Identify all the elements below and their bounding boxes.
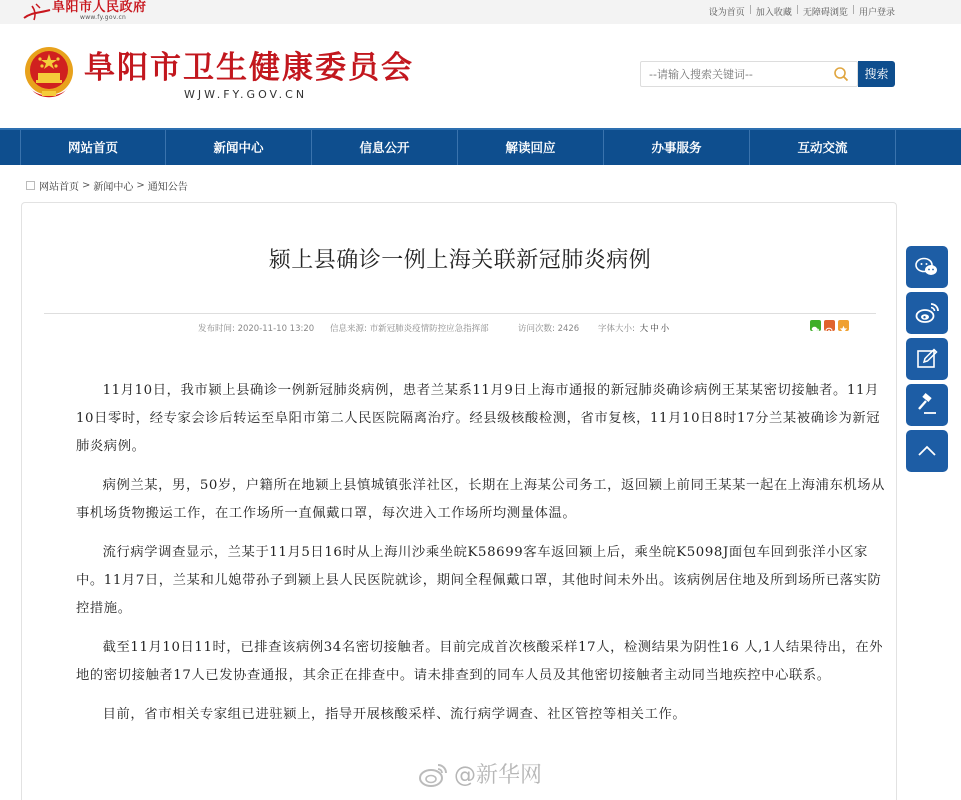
float-message-button[interactable]: [906, 338, 948, 380]
search-input[interactable]: [641, 62, 826, 86]
float-weibo-button[interactable]: [906, 292, 948, 334]
article-paragraph: 流行病学调查显示，兰某于11月5日16时从上海川沙乘坐皖K58699客车返回颍上后，乘坐皖K5098J面包车回到张洋小区家中。11月7日，兰某和儿媳带孙子到颍上县人民医院就诊，期间全程佩戴口罩，其他时间未外出。该病例居住地及所到场所已落实防控措施。: [76, 545, 882, 616]
search-button[interactable]: 搜索: [858, 61, 895, 87]
set-homepage-link[interactable]: 设为首页: [708, 8, 745, 18]
main-nav: [0, 128, 961, 165]
nav-item-info-disclosure[interactable]: 信息公开: [312, 130, 458, 165]
gov-swirl-logo-icon: [22, 0, 52, 22]
gavel-icon: [915, 393, 939, 417]
share-buttons: [810, 320, 849, 331]
location-icon: [26, 181, 35, 190]
accessibility-link[interactable]: 无障碍浏览: [802, 8, 848, 18]
xinhua-watermark: [416, 758, 542, 789]
separator: |: [851, 5, 855, 15]
article-paragraph: 病例兰某，男，50岁，户籍所在地颍上县慎城镇张洋社区，长期在上海某公司务工，返回颍上前同王某某一起在上海浦东机场从事机场货物搬运工作，在工作场所一直佩戴口罩，每次进入工作场所均测量体温。: [76, 478, 886, 521]
font-size-label: 字体大小:: [598, 324, 635, 334]
font-size-control: [598, 322, 671, 334]
publish-time-value: 2020-11-10 13:20: [237, 324, 315, 334]
article-paragraph: 11月10日，我市颍上县确诊一例新冠肺炎病例，患者兰某系11月9日上海市通报的新冠肺炎确诊病例王某某密切接触者。11月10日零时，经专家会诊后转运至阜阳市第二人民医院隔离治疗。经县级核酸检测，省市复核，11月10日8时17分兰某被确诊为新冠肺炎病例。: [76, 383, 881, 454]
chevron-up-icon: [916, 440, 938, 462]
article-paragraph: 目前，省市相关专家组已进驻颍上，指导开展核酸采样、流行病学调查、社区管控等相关工作。: [102, 707, 687, 722]
search-icon[interactable]: [833, 66, 849, 82]
gov-portal-url: www.fy.gov.cn: [80, 14, 127, 21]
top-links: [709, 5, 895, 18]
share-weibo-icon[interactable]: [824, 320, 835, 331]
floating-toolbar: [906, 246, 948, 476]
float-wechat-button[interactable]: [906, 246, 948, 288]
info-source: [330, 322, 489, 334]
gov-portal-name: 阜阳市人民政府: [52, 0, 147, 15]
gov-portal-logo[interactable]: [22, 0, 147, 24]
weibo-watermark-icon: [416, 759, 450, 789]
nav-item-interpretation[interactable]: 解读回应: [458, 130, 604, 165]
breadcrumb-notices[interactable]: 通知公告: [147, 182, 188, 193]
nav-item-home[interactable]: 网站首页: [20, 130, 166, 165]
breadcrumb-separator: >: [82, 180, 91, 191]
separator: |: [795, 5, 799, 15]
top-bar: [0, 0, 961, 24]
publish-time-label: 发布时间:: [198, 324, 235, 334]
breadcrumb-news-center[interactable]: 新闻中心: [93, 182, 134, 193]
weibo-icon: [914, 301, 940, 325]
visit-count-value: 2426: [557, 324, 580, 334]
breadcrumb-separator: >: [136, 180, 145, 191]
search-field: [640, 61, 858, 87]
publish-time: [198, 322, 314, 334]
info-source-label: 信息来源:: [330, 324, 367, 334]
site-header: [0, 24, 961, 128]
edit-icon: [915, 347, 939, 371]
article-panel: [21, 202, 897, 800]
breadcrumb-home[interactable]: 网站首页: [39, 182, 79, 193]
breadcrumb: [26, 178, 188, 193]
share-favorite-icon[interactable]: [838, 320, 849, 331]
watermark-text: @新华网: [454, 763, 543, 788]
font-size-medium[interactable]: 中: [650, 324, 659, 334]
nav-item-interaction[interactable]: 互动交流: [750, 130, 896, 165]
site-title: 阜阳市卫生健康委员会: [84, 50, 414, 86]
wechat-icon: [914, 255, 940, 279]
title-divider: [44, 313, 876, 314]
font-size-large[interactable]: 大: [639, 324, 649, 334]
article-title: 颍上县确诊一例上海关联新冠肺炎病例: [268, 248, 652, 273]
add-favorite-link[interactable]: 加入收藏: [755, 8, 792, 18]
nav-item-services[interactable]: 办事服务: [604, 130, 750, 165]
share-wechat-icon[interactable]: [810, 320, 821, 331]
visit-count-label: 访问次数:: [518, 324, 555, 334]
info-source-value: 市新冠肺炎疫情防控应急指挥部: [369, 324, 489, 334]
separator: |: [748, 5, 752, 15]
font-size-small[interactable]: 小: [660, 324, 670, 334]
user-login-link[interactable]: 用户登录: [858, 8, 895, 18]
national-emblem-icon[interactable]: [22, 44, 76, 100]
article-paragraph: 截至11月10日11时，已排查该病例34名密切接触者。目前完成首次核酸采样17人，检测结果为阴性16 人,1人结果待出，在外地的密切接触者17人已发协查通报，其余正在排查中。请未排查到的同车人员及其他密切接触者主动同当地疾控中心联系。: [76, 640, 884, 683]
site-domain: WJW.FY.GOV.CN: [184, 88, 308, 101]
float-complaint-button[interactable]: [906, 384, 948, 426]
visit-count: [518, 322, 579, 334]
back-to-top-button[interactable]: [906, 430, 948, 472]
article-body: [76, 377, 886, 740]
nav-item-news-center[interactable]: 新闻中心: [166, 130, 312, 165]
